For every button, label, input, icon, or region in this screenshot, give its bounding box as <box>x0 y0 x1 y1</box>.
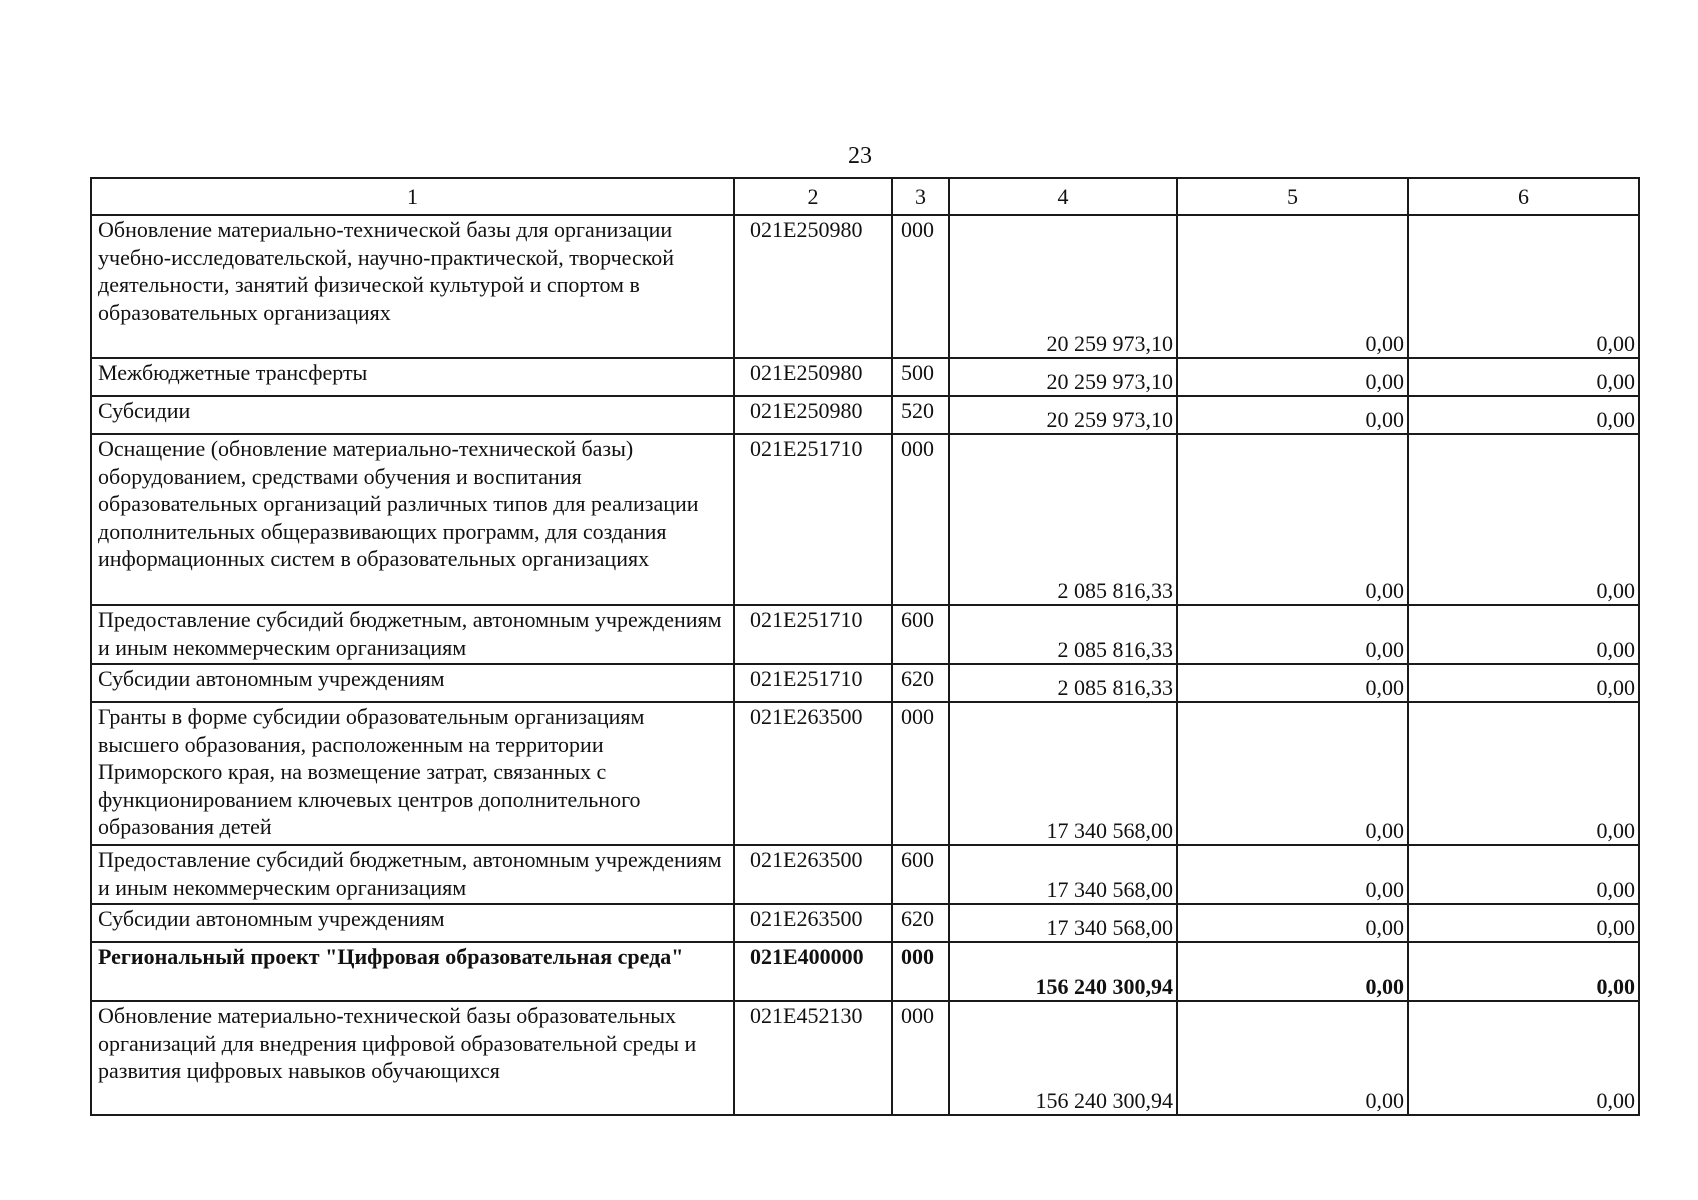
row-name-cell: Субсидии <box>91 396 734 434</box>
row-name-cell: Субсидии автономным учреждениям <box>91 664 734 702</box>
row-code-cell: 021E251710 <box>734 434 892 605</box>
row-kind-cell: 620 <box>892 664 949 702</box>
row-value-col6-cell: 0,00 <box>1408 434 1639 605</box>
row-code-cell: 021E251710 <box>734 664 892 702</box>
row-kind-cell: 000 <box>892 1001 949 1115</box>
row-name-cell: Обновление материально-технической базы для организации учебно-исследовательской, научно-практической, творческой деятельности, занятий физической культурой и спортом в образовательных организациях <box>91 215 734 358</box>
budget-table <box>90 177 1640 1116</box>
table-row <box>91 434 1639 605</box>
row-value-col4-cell: 20 259 973,10 <box>949 215 1177 358</box>
row-value-col6-cell: 0,00 <box>1408 396 1639 434</box>
row-name-cell: Межбюджетные трансферты <box>91 358 734 396</box>
table-row <box>91 702 1639 845</box>
table-body <box>91 215 1639 1115</box>
row-value-col4-cell: 2 085 816,33 <box>949 664 1177 702</box>
row-name-cell: Предоставление субсидий бюджетным, автономным учреждениям и иным некоммерческим организациям <box>91 605 734 664</box>
row-name-cell: Оснащение (обновление материально-технической базы) оборудованием, средствами обучения и воспитания образовательных организаций различных типов для реализации дополнительных общеразвивающих программ, для создания информационных систем в образовательных организациях <box>91 434 734 605</box>
row-name-cell: Субсидии автономным учреждениям <box>91 904 734 942</box>
row-value-col6-cell: 0,00 <box>1408 702 1639 845</box>
row-kind-cell: 500 <box>892 358 949 396</box>
row-code-cell: 021E263500 <box>734 904 892 942</box>
column-header: 1 <box>91 178 734 215</box>
row-name-cell: Обновление материально-технической базы образовательных организаций для внедрения цифровой образовательной среды и развития цифровых навыков обучающихся <box>91 1001 734 1115</box>
row-value-col4-cell: 17 340 568,00 <box>949 702 1177 845</box>
table-row <box>91 845 1639 904</box>
column-header: 6 <box>1408 178 1639 215</box>
row-value-col5-cell: 0,00 <box>1177 215 1408 358</box>
row-value-col6-cell: 0,00 <box>1408 1001 1639 1115</box>
row-value-col5-cell: 0,00 <box>1177 1001 1408 1115</box>
row-code-cell: 021E250980 <box>734 215 892 358</box>
row-kind-cell: 520 <box>892 396 949 434</box>
row-value-col6-cell: 0,00 <box>1408 942 1639 1001</box>
row-value-col5-cell: 0,00 <box>1177 845 1408 904</box>
page-number: 23 <box>848 143 872 169</box>
row-code-cell: 021E452130 <box>734 1001 892 1115</box>
row-code-cell: 021E250980 <box>734 396 892 434</box>
row-value-col5-cell: 0,00 <box>1177 904 1408 942</box>
row-value-col5-cell: 0,00 <box>1177 396 1408 434</box>
row-value-col5-cell: 0,00 <box>1177 702 1408 845</box>
row-value-col4-cell: 156 240 300,94 <box>949 942 1177 1001</box>
row-code-cell: 021E263500 <box>734 845 892 904</box>
column-header: 5 <box>1177 178 1408 215</box>
row-value-col6-cell: 0,00 <box>1408 215 1639 358</box>
row-name-cell: Гранты в форме субсидии образовательным организациям высшего образования, расположенным на территории Приморского края, на возмещение затрат, связанных с функционированием ключевых центров дополнительного образования детей <box>91 702 734 845</box>
row-kind-cell: 620 <box>892 904 949 942</box>
table-row <box>91 396 1639 434</box>
row-code-cell: 021E250980 <box>734 358 892 396</box>
row-value-col4-cell: 20 259 973,10 <box>949 396 1177 434</box>
column-header: 3 <box>892 178 949 215</box>
row-name-cell: Региональный проект "Цифровая образовательная среда" <box>91 942 734 1001</box>
row-value-col5-cell: 0,00 <box>1177 434 1408 605</box>
row-kind-cell: 600 <box>892 605 949 664</box>
row-kind-cell: 600 <box>892 845 949 904</box>
column-header: 2 <box>734 178 892 215</box>
row-value-col6-cell: 0,00 <box>1408 358 1639 396</box>
row-value-col6-cell: 0,00 <box>1408 845 1639 904</box>
row-value-col4-cell: 20 259 973,10 <box>949 358 1177 396</box>
row-value-col6-cell: 0,00 <box>1408 664 1639 702</box>
row-kind-cell: 000 <box>892 434 949 605</box>
row-value-col5-cell: 0,00 <box>1177 605 1408 664</box>
row-value-col6-cell: 0,00 <box>1408 605 1639 664</box>
row-value-col4-cell: 2 085 816,33 <box>949 434 1177 605</box>
table-header-row <box>91 178 1639 215</box>
row-value-col4-cell: 156 240 300,94 <box>949 1001 1177 1115</box>
table-row <box>91 904 1639 942</box>
row-value-col4-cell: 17 340 568,00 <box>949 845 1177 904</box>
row-code-cell: 021E400000 <box>734 942 892 1001</box>
row-kind-cell: 000 <box>892 215 949 358</box>
table-row <box>91 1001 1639 1115</box>
row-value-col6-cell: 0,00 <box>1408 904 1639 942</box>
table-row <box>91 358 1639 396</box>
row-value-col4-cell: 17 340 568,00 <box>949 904 1177 942</box>
table-row <box>91 664 1639 702</box>
row-value-col5-cell: 0,00 <box>1177 942 1408 1001</box>
row-code-cell: 021E263500 <box>734 702 892 845</box>
table-row <box>91 942 1639 1001</box>
row-value-col5-cell: 0,00 <box>1177 664 1408 702</box>
row-value-col4-cell: 2 085 816,33 <box>949 605 1177 664</box>
column-header: 4 <box>949 178 1177 215</box>
table-row <box>91 605 1639 664</box>
row-kind-cell: 000 <box>892 942 949 1001</box>
row-code-cell: 021E251710 <box>734 605 892 664</box>
row-value-col5-cell: 0,00 <box>1177 358 1408 396</box>
table-row <box>91 215 1639 358</box>
row-name-cell: Предоставление субсидий бюджетным, автономным учреждениям и иным некоммерческим организациям <box>91 845 734 904</box>
row-kind-cell: 000 <box>892 702 949 845</box>
